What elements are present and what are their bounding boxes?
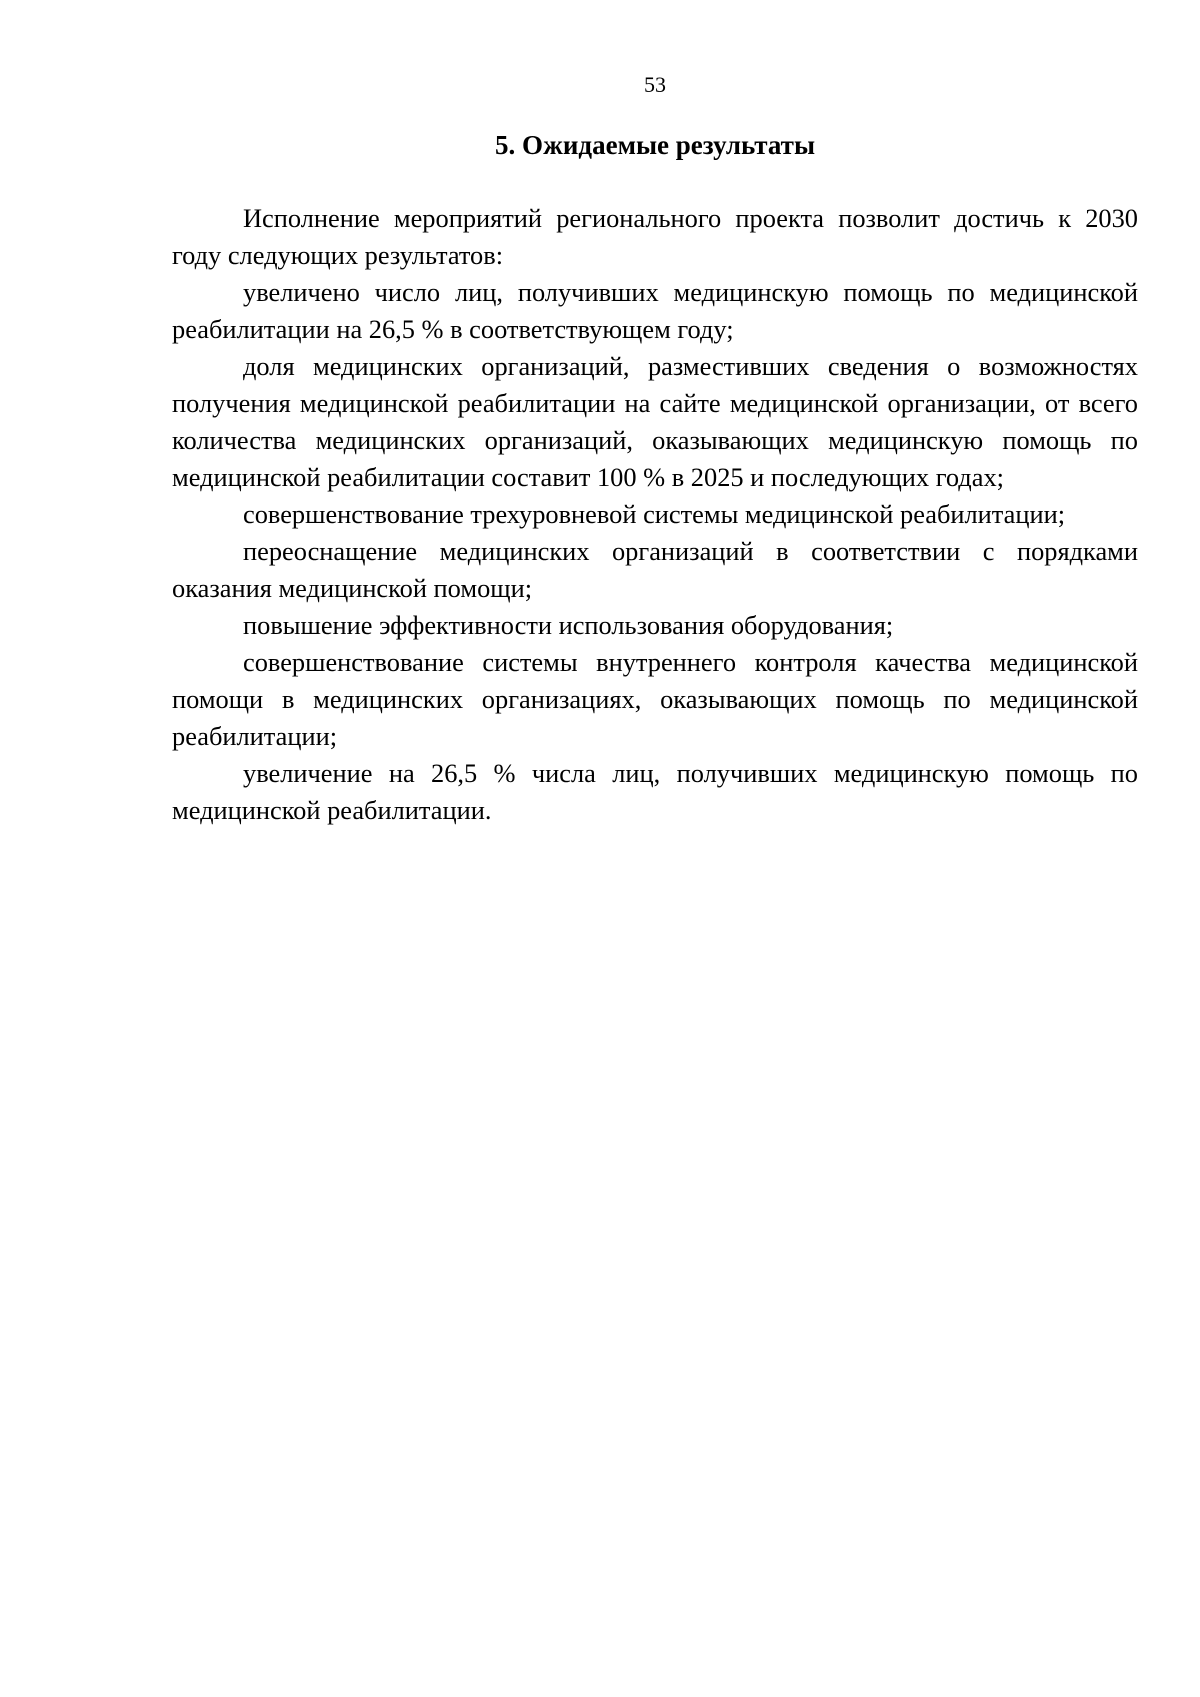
paragraph-result: совершенствование системы внутреннего контроля качества медицинской помощи в медицинских организациях, оказывающих помощь по медицинской реабилитации;	[172, 647, 1138, 751]
paragraph-result: увеличение на 26,5 % числа лиц, получивших медицинскую помощь по медицинской реабилитации.	[172, 758, 1138, 825]
page-number: 53	[644, 72, 666, 97]
paragraph-result: увеличено число лиц, получивших медицинскую помощь по медицинской реабилитации на 26,5 % в соответствующем году;	[172, 277, 1138, 344]
section-title: 5. Ожидаемые результаты	[494, 130, 816, 160]
paragraph-intro: Исполнение мероприятий регионального проекта позволит достичь к 2030 году следующих результатов:	[172, 203, 1138, 270]
body-text	[172, 200, 1138, 829]
paragraph-result: доля медицинских организаций, разместивших сведения о возможностях получения медицинской реабилитации на сайте медицинской организации, от всего количества медицинских организаций, оказывающих медицинскую помощь по медицинской реабилитации составит 100 % в 2025 и последующих годах;	[172, 351, 1138, 492]
paragraph-result: совершенствование трехуровневой системы медицинской реабилитации;	[243, 499, 1066, 529]
paragraph-result: переоснащение медицинских организаций в соответствии с порядками оказания медицинской помощи;	[172, 536, 1138, 603]
paragraph-result: повышение эффективности использования оборудования;	[243, 610, 894, 640]
